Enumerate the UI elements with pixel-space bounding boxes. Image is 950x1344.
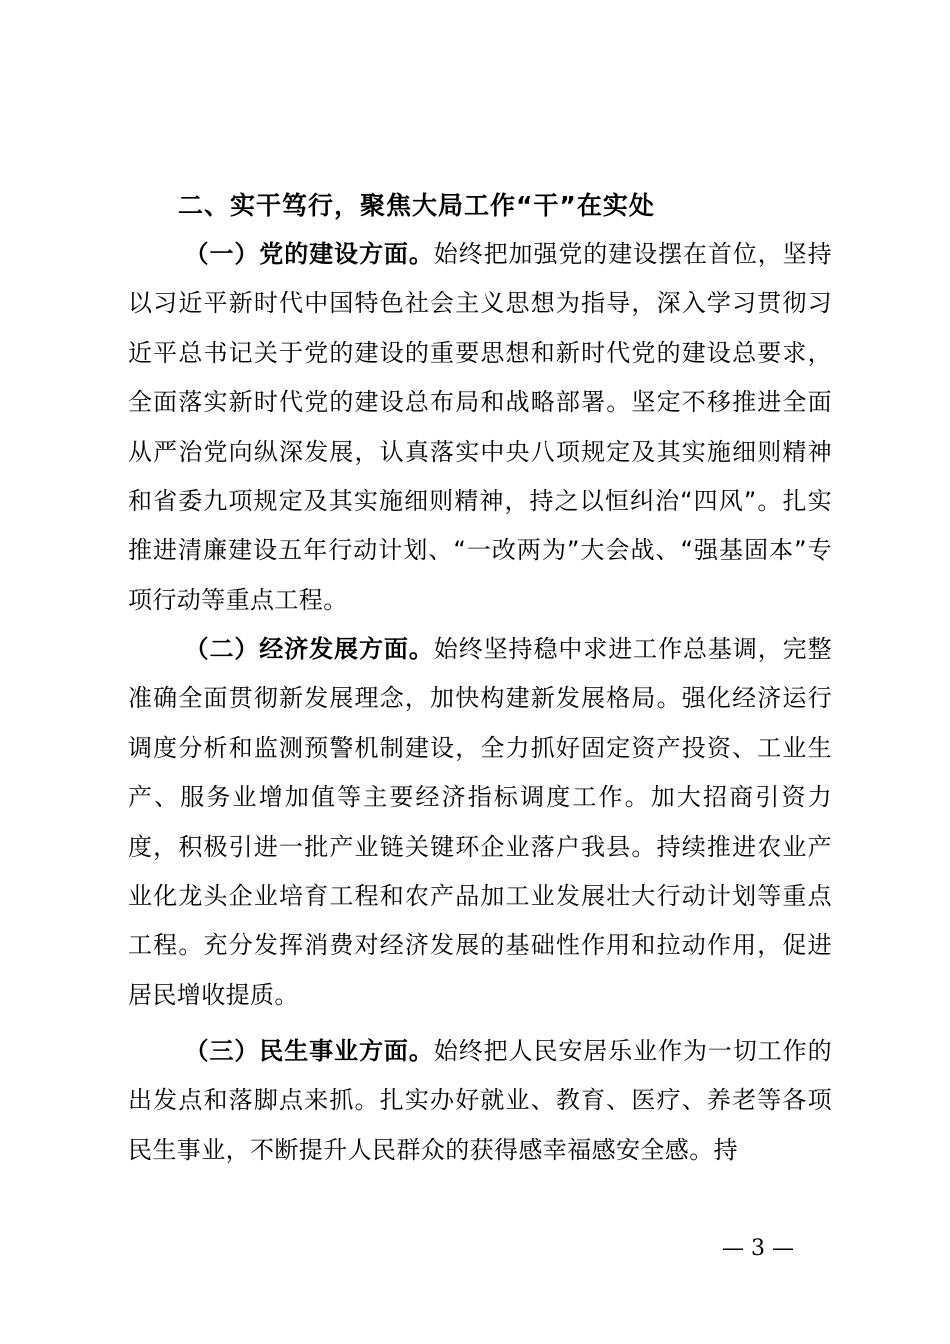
paragraph-lead: （二）经济发展方面。 (184, 635, 434, 663)
section-heading: 二、实干笃行，聚焦大局工作“干”在实处 (178, 191, 655, 220)
page-number: — 3 — (722, 1236, 794, 1261)
paragraph-lead: （三）民生事业方面。 (184, 1037, 434, 1065)
paragraph-text: 始终把人民安居乐业作为一切工作的出发点和落脚点来抓。扎实办好就业、教育、医疗、养老等各项民生事业，不断提升人民群众的获得感幸福感安全感。持 (128, 1037, 833, 1164)
paragraph-text: 始终把加强党的建设摆在首位，坚持以习近平新时代中国特色社会主义思想为指导，深入学习贯彻习近平总书记关于党的建设的重要思想和新时代党的建设总要求，全面落实新时代党的建设总布局和战略部署。坚定不移推进全面从严治党向纵深发展，认真落实中央八项规定及其实施细则精神和省委九项规定及其实施细则精神，持之以恒纠治“四风”。扎实推进清廉建设五年行动计划、“一改两为”大会战、“强基固本”专项行动等重点工程。 (128, 240, 833, 614)
paragraph-party-building (128, 230, 832, 625)
paragraph-text: 始终坚持稳中求进工作总基调，完整准确全面贯彻新发展理念，加快构建新发展格局。强化经济运行调度分析和监测预警机制建设，全力抓好固定资产投资、工业生产、服务业增加值等主要经济指标调度工作。加大招商引资力度，积极引进一批产业链关键环企业落户我县。持续推进农业产业化龙头企业培育工程和农产品加工业发展壮大行动计划等重点工程。充分发挥消费对经济发展的基础性作用和拉动作用，促进居民增收提质。 (128, 635, 833, 1009)
paragraph-livelihood (128, 1027, 832, 1175)
paragraph-economic-development (128, 625, 832, 1020)
paragraph-lead: （一）党的建设方面。 (184, 240, 434, 268)
